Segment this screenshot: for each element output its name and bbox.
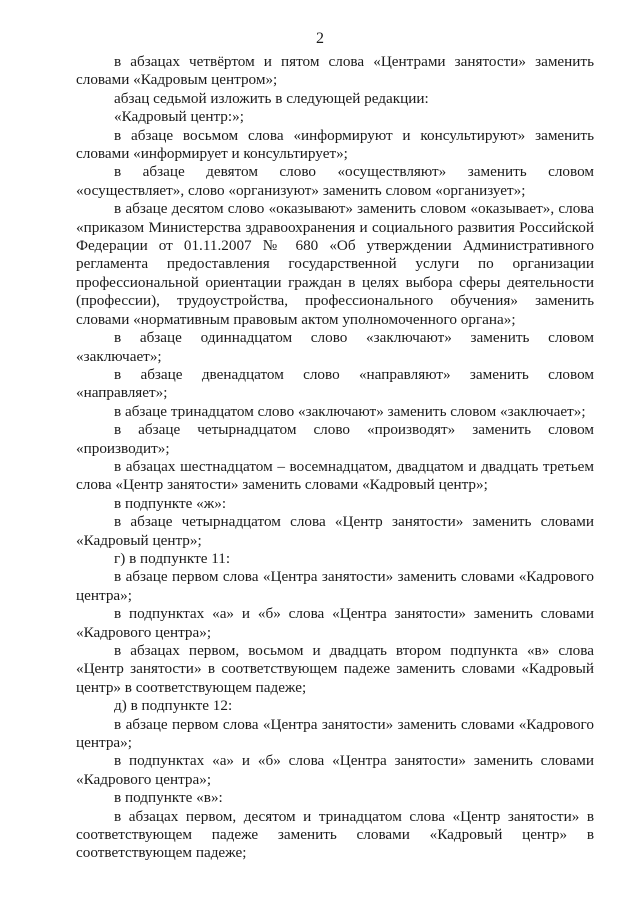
paragraph: в абзаце десятом слово «оказывают» заменить словом «оказывает», слова «приказом Министерства здравоохранения и социального развития Российской Федерации от 01.11.2007 № 680 «Об утверждении Административного регламента предоставления государственной услуги по организации профессиональной ориентации граждан в целях выбора сферы деятельности (профессии), трудоустройства, профессионального обучения» заменить словами «нормативным правовым актом уполномоченного органа»;: [76, 200, 594, 328]
paragraph: в абзаце четырнадцатом слова «Центр занятости» заменить словами «Кадровый центр»;: [76, 513, 594, 549]
paragraph: в подпункте «ж»:: [114, 494, 227, 512]
paragraph: в абзаце первом слова «Центра занятости» заменить словами «Кадрового центра»;: [76, 715, 594, 752]
document-body: [76, 53, 594, 863]
paragraph: в абзаце двенадцатом слово «направляют» заменить словом «направляет»;: [76, 365, 594, 402]
paragraph: абзац седьмой изложить в следующей редакции:: [114, 89, 429, 107]
paragraph: в абзацах первом, восьмом и двадцать втором подпункта «в» слова «Центр занятости» в соответствующем падеже заменить словами «Кадровый центр» в соответствующем падеже;: [76, 642, 594, 696]
paragraph: в подпункте «в»:: [114, 789, 223, 807]
paragraph: в абзацах первом, десятом и тринадцатом слова «Центр занятости» в соответствующем падеже заменить словами «Кадровый центр» в соответствующем падеже;: [76, 807, 594, 862]
paragraph: «Кадровый центр:»;: [114, 108, 244, 126]
paragraph: в абзаце одиннадцатом слово «заключают» заменить словом «заключает»;: [76, 329, 594, 365]
paragraph: в абзаце четырнадцатом слово «производят» заменить словом «производит»;: [76, 421, 594, 457]
paragraph: в абзаце тринадцатом слово «заключают» заменить словом «заключает»;: [114, 402, 586, 420]
paragraph: г) в подпункте 11:: [114, 549, 231, 567]
paragraph: в подпунктах «а» и «б» слова «Центра занятости» заменить словами «Кадрового центра»;: [76, 605, 594, 641]
page-number: 2: [316, 30, 324, 47]
paragraph: в абзацах четвёртом и пятом слова «Центрами занятости» заменить словами «Кадровым центром»;: [76, 53, 594, 89]
paragraph: в абзаце первом слова «Центра занятости» заменить словами «Кадрового центра»;: [76, 568, 594, 604]
paragraph: д) в подпункте 12:: [114, 697, 233, 715]
paragraph: в абзаце восьмом слова «информируют и консультируют» заменить словами «информирует и консультирует»;: [76, 126, 594, 163]
paragraph: в абзацах шестнадцатом – восемнадцатом, двадцатом и двадцать третьем слова «Центр занятости» заменить словами «Кадровый центр»;: [76, 457, 594, 494]
paragraph: в подпунктах «а» и «б» слова «Центра занятости» заменить словами «Кадрового центра»;: [76, 752, 594, 788]
paragraph: в абзаце девятом слово «осуществляют» заменить словом «осуществляет», слово «организуют» заменить словом «организует»;: [76, 163, 594, 199]
